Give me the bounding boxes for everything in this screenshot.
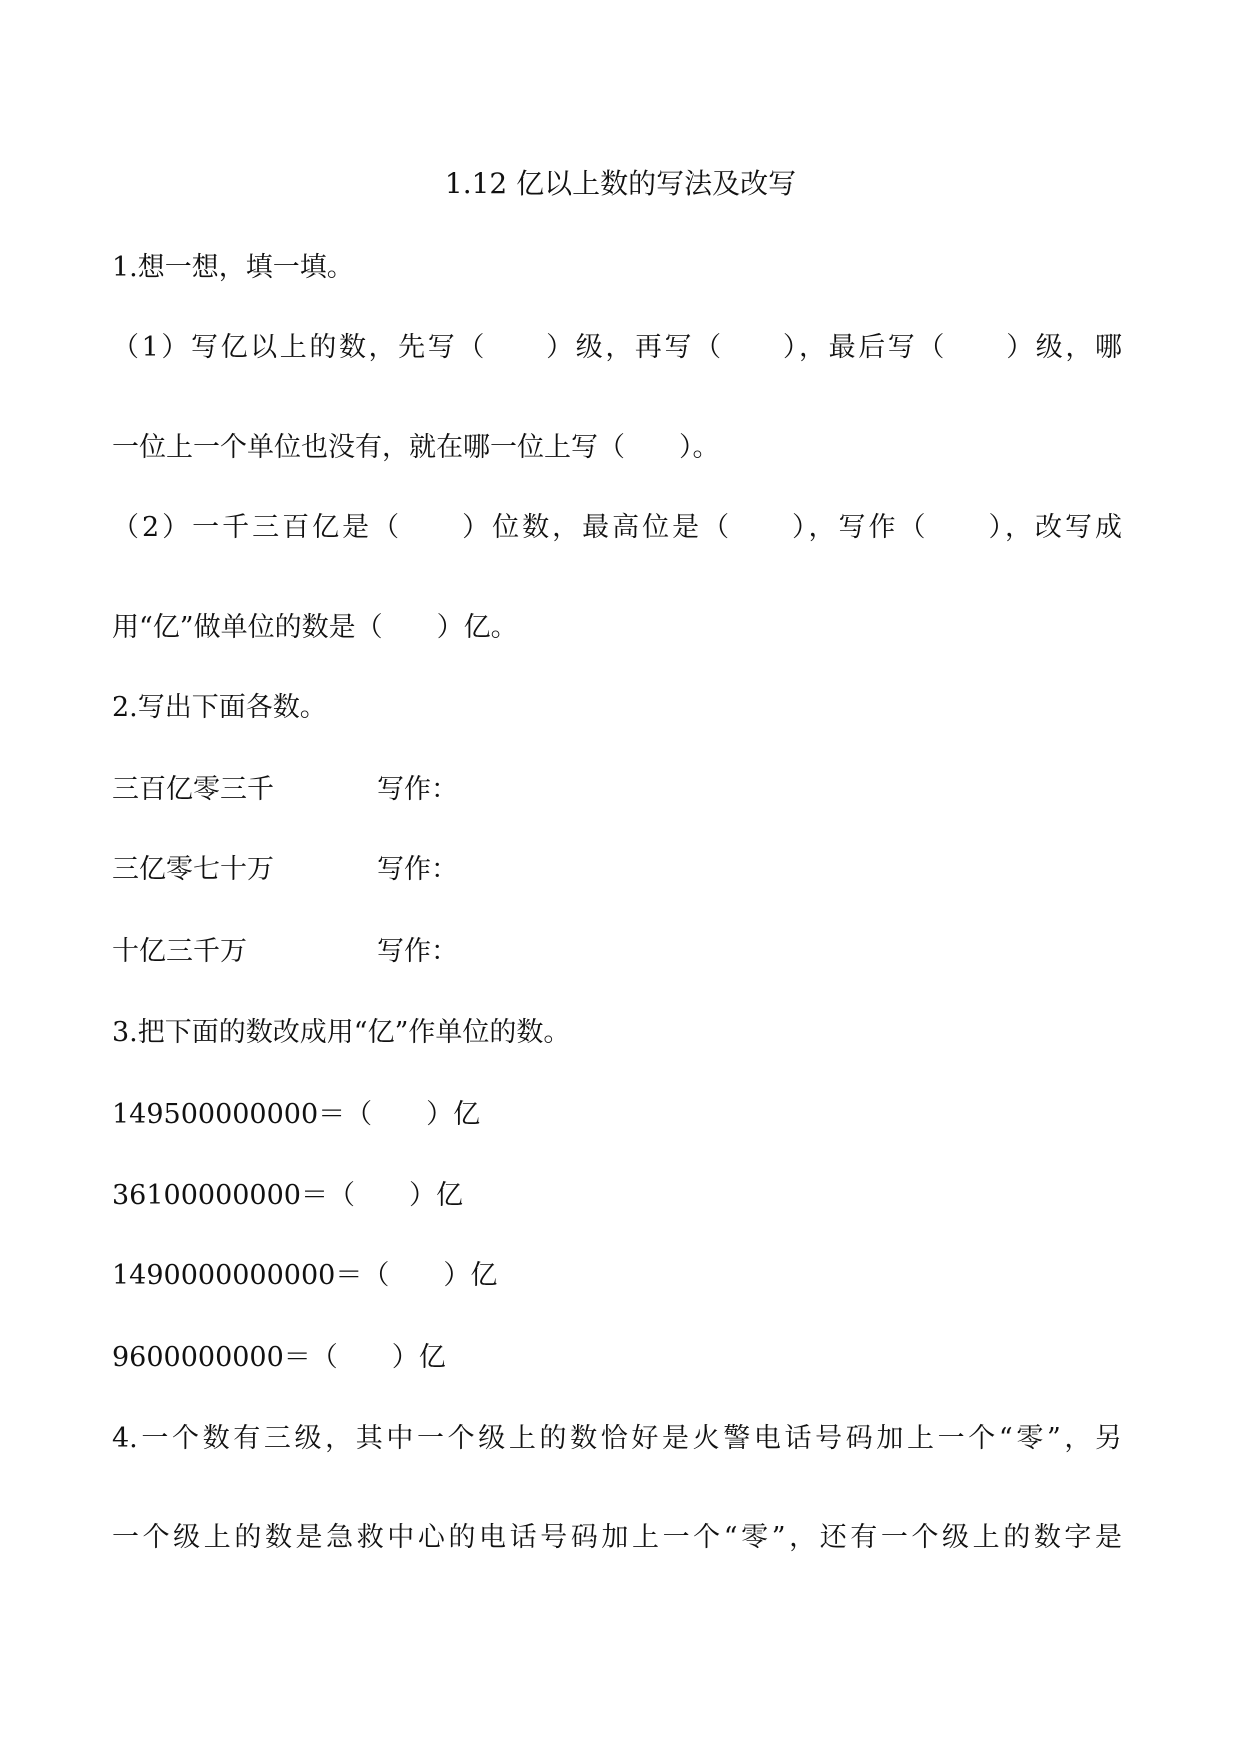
question-1-part-1-line-2: 一位上一个单位也没有，就在哪一位上写（ ）。 xyxy=(112,432,720,463)
question-2-item xyxy=(112,934,1132,970)
question-3-item: 9600000000＝（ ）亿 xyxy=(112,1342,446,1373)
question-2-item-text: 三亿零七十万 xyxy=(112,854,274,885)
question-2-heading: 2.写出下面各数。 xyxy=(112,692,327,723)
question-4-line-1: 4.一个数有三级，其中一个级上的数恰好是火警电话号码加上一个“零”，另 xyxy=(112,1423,1122,1454)
question-3-heading: 3.把下面的数改成用“亿”作单位的数。 xyxy=(112,1017,571,1048)
write-label: 写作： xyxy=(377,936,458,967)
question-3-item: 1490000000000＝（ ）亿 xyxy=(112,1260,498,1291)
write-label: 写作： xyxy=(377,774,458,805)
question-1-part-2-line-1: （2）一千三百亿是（ ）位数，最高位是（ ），写作（ ），改写成 xyxy=(112,512,1122,543)
page-title: 1.12 亿以上数的写法及改写 xyxy=(444,167,797,200)
question-1-part-2-line-2: 用“亿”做单位的数是（ ）亿。 xyxy=(112,612,518,643)
question-4-line-2: 一个级上的数是急救中心的电话号码加上一个“零”，还有一个级上的数字是 xyxy=(112,1522,1122,1553)
question-2-item xyxy=(112,772,1132,808)
question-3-item: 149500000000＝（ ）亿 xyxy=(112,1099,481,1130)
question-2-item xyxy=(112,852,1132,888)
write-label: 写作： xyxy=(377,854,458,885)
question-1-heading: 1.想一想，填一填。 xyxy=(112,252,354,283)
question-3-item: 36100000000＝（ ）亿 xyxy=(112,1180,463,1211)
question-1-part-1-line-1: （1）写亿以上的数，先写（ ）级，再写（ ），最后写（ ）级，哪 xyxy=(112,332,1122,363)
question-2-item-text: 三百亿零三千 xyxy=(112,774,274,805)
question-2-item-text: 十亿三千万 xyxy=(112,936,247,967)
